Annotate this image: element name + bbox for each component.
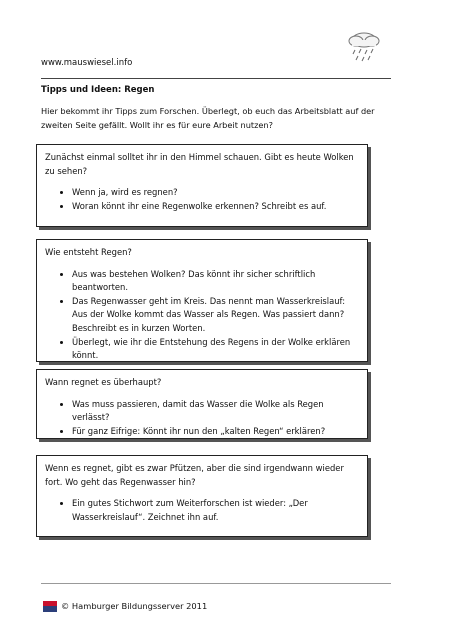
page-title: Tipps und Ideen: Regen: [41, 85, 155, 95]
bullet-list: [45, 497, 359, 524]
tip-box-puddles: [36, 455, 368, 537]
tip-box-when-rain: [36, 369, 368, 439]
list-item: • Aus was bestehen Wolken? Das könnt ihr sicher schriftlich beantworten.: [72, 268, 359, 295]
tip-box-rain-formation: [36, 239, 368, 362]
list-item: • Woran könnt ihr eine Regenwolke erkennen? Schreibt es auf.: [72, 200, 359, 214]
intro-text: Hier bekommt ihr Tipps zum Forschen. Überlegt, ob euch das Arbeitsblatt auf der zweiten Seite gefällt. Wollt ihr es für eure Arbeit nutzen?: [41, 106, 375, 130]
bullet-list: [45, 268, 359, 363]
list-item: • Wenn ja, wird es regnen?: [72, 186, 359, 200]
list-item: • Was muss passieren, damit das Wasser die Wolke als Regen verlässt?: [72, 398, 359, 425]
box-question: Wie entsteht Regen?: [45, 247, 132, 257]
tip-box-clouds: [36, 144, 368, 227]
copyright-text: © Hamburger Bildungsserver 2011: [61, 601, 208, 611]
rain-cloud-icon: [344, 26, 384, 66]
bildungsserver-logo: [43, 601, 57, 612]
box-question: Wenn es regnet, gibt es zwar Pfützen, aber die sind irgendwann wieder fort. Wo geht das Regenwasser hin?: [45, 463, 344, 487]
list-item: • Ein gutes Stichwort zum Weiterforschen ist wieder: „Der Wasserkreislauf“. Zeichnet ihn auf.: [72, 497, 359, 524]
box-question: Zunächst einmal solltet ihr in den Himmel schauen. Gibt es heute Wolken zu sehen?: [45, 152, 354, 176]
list-item: • Das Regenwasser geht im Kreis. Das nennt man Wasserkreislauf: Aus der Wolke kommt das Wasser als Regen. Was passiert dann? Beschreibt es in kurzen Worten.: [72, 295, 359, 336]
bullet-list: [45, 186, 359, 213]
list-item: • Überlegt, wie ihr die Entstehung des Regens in der Wolke erklären könnt.: [72, 336, 359, 363]
site-url: www.mauswiesel.info: [41, 58, 133, 68]
header-divider: [41, 78, 391, 79]
bullet-list: [45, 398, 359, 439]
box-question: Wann regnet es überhaupt?: [45, 377, 162, 387]
footer-divider: [41, 583, 391, 584]
list-item: • Für ganz Eifrige: Könnt ihr nun den „kalten Regen“ erklären?: [72, 425, 359, 439]
